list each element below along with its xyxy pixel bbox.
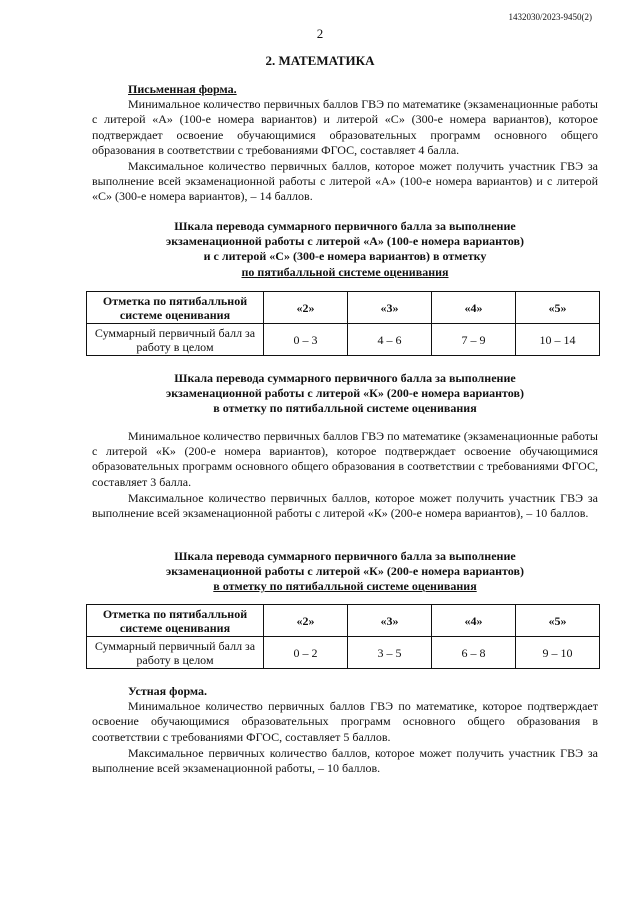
- scale-k-caption-line: экзаменационной работы с литерой «К» (200-е номера вариантов): [166, 564, 524, 579]
- score-range-cell: 4 – 6: [348, 324, 432, 356]
- score-range-cell: 6 – 8: [432, 637, 516, 669]
- scale-ac-caption-line: и с литерой «С» (300-е номера вариантов) в отметку: [203, 249, 487, 264]
- scale-k-intro-caption-line: Шкала перевода суммарного первичного балла за выполнение: [174, 371, 516, 385]
- grade-cell: «5»: [516, 605, 600, 637]
- scale-ac-table: [86, 291, 600, 356]
- table-row: [87, 637, 600, 669]
- k-min-score: Минимальное количество первичных баллов ГВЭ по математике (экзаменационные работы с литерой «К» (200-е номера вариантов), которое подтверждает освоение обучающимися образовательных программ основного общего образования в соответствии с требованиями ФГОС, составляет 3 балла.: [92, 429, 598, 489]
- score-range-cell: 9 – 10: [516, 637, 600, 669]
- grade-cell: «4»: [432, 292, 516, 324]
- written-form-max-score: Максимальное количество первичных баллов, которое может получить участник ГВЭ за выполнение всей экзаменационной работы с литерой «А» (100-е номера вариантов) и с литерой «С» (300-е номера вариантов), – 14 баллов.: [92, 159, 598, 204]
- score-range-cell: 0 – 2: [264, 637, 348, 669]
- scale-k-caption: [92, 549, 598, 595]
- oral-form-min-score: Минимальное количество первичных баллов ГВЭ по математике, которое подтверждает освоение обучающимися образовательных программ основного общего образования в соответствии с требованиями ФГОС, составляет 5 баллов.: [92, 699, 598, 744]
- scale-k-intro-caption-line: экзаменационной работы с литерой «К» (200-е номера вариантов): [166, 386, 524, 401]
- score-range-cell: 10 – 14: [516, 324, 600, 356]
- written-form-heading: Письменная форма.: [128, 82, 237, 96]
- grade-cell: «2»: [264, 292, 348, 324]
- scale-k-intro-caption-line: в отметку по пятибалльной системе оценивания: [213, 401, 477, 416]
- score-range-cell: 7 – 9: [432, 324, 516, 356]
- table-row: [87, 324, 600, 356]
- oral-form-block: [92, 684, 598, 776]
- grade-row-label: Отметка по пятибалльной системе оценивания: [87, 292, 264, 324]
- score-range-cell: 3 – 5: [348, 637, 432, 669]
- k-max-score: Максимальное количество первичных баллов, которое может получить участник ГВЭ за выполнение всей экзаменационной работы с литерой «К» (200-е номера вариантов), – 10 баллов.: [92, 490, 598, 521]
- table-row: [87, 605, 600, 637]
- grade-row-label: Отметка по пятибалльной системе оценивания: [87, 605, 264, 637]
- scale-k-caption-line: в отметку по пятибалльной системе оценивания: [213, 579, 477, 594]
- scale-k-caption-line: Шкала перевода суммарного первичного балла за выполнение: [174, 549, 516, 563]
- written-form-block: [92, 82, 598, 205]
- grade-cell: «4»: [432, 605, 516, 637]
- score-row-label: Суммарный первичный балл за работу в целом: [87, 324, 264, 356]
- section-title: 2. МАТЕМАТИКА: [265, 53, 375, 68]
- oral-form-max-score: Максимальное первичных количество баллов, которое может получить участник ГВЭ за выполнение всей экзаменационной работы, – 10 баллов.: [92, 745, 598, 776]
- grade-cell: «3»: [348, 605, 432, 637]
- score-range-cell: 0 – 3: [264, 324, 348, 356]
- grade-cell: «3»: [348, 292, 432, 324]
- page-number: 2: [316, 26, 324, 41]
- score-row-label: Суммарный первичный балл за работу в целом: [87, 637, 264, 669]
- document-number: 1432030/2023-9450(2): [508, 12, 592, 22]
- scale-ac-caption: [92, 219, 598, 280]
- table-row: [87, 292, 600, 324]
- scale-ac-caption-line: Шкала перевода суммарного первичного балла за выполнение: [174, 219, 516, 233]
- grade-cell: «2»: [264, 605, 348, 637]
- scale-k-table: [86, 604, 600, 669]
- scale-k-description: [92, 429, 598, 521]
- grade-cell: «5»: [516, 292, 600, 324]
- scale-ac-caption-line: по пятибалльной системе оценивания: [241, 264, 449, 279]
- written-form-min-score: Минимальное количество первичных баллов ГВЭ по математике (экзаменационные работы с литерой «А» (100-е номера вариантов) и литерой «С» (300-е номера вариантов), которое подтверждает освоение обучающимися образовательных программ основного общего образования в соответствии с требованиями ФГОС, составляет 4 балла.: [92, 97, 598, 157]
- scale-ac-caption-line: экзаменационной работы с литерой «А» (100-е номера вариантов): [166, 234, 524, 249]
- scale-k-intro-caption: [92, 371, 598, 417]
- oral-form-heading: Устная форма.: [128, 684, 208, 698]
